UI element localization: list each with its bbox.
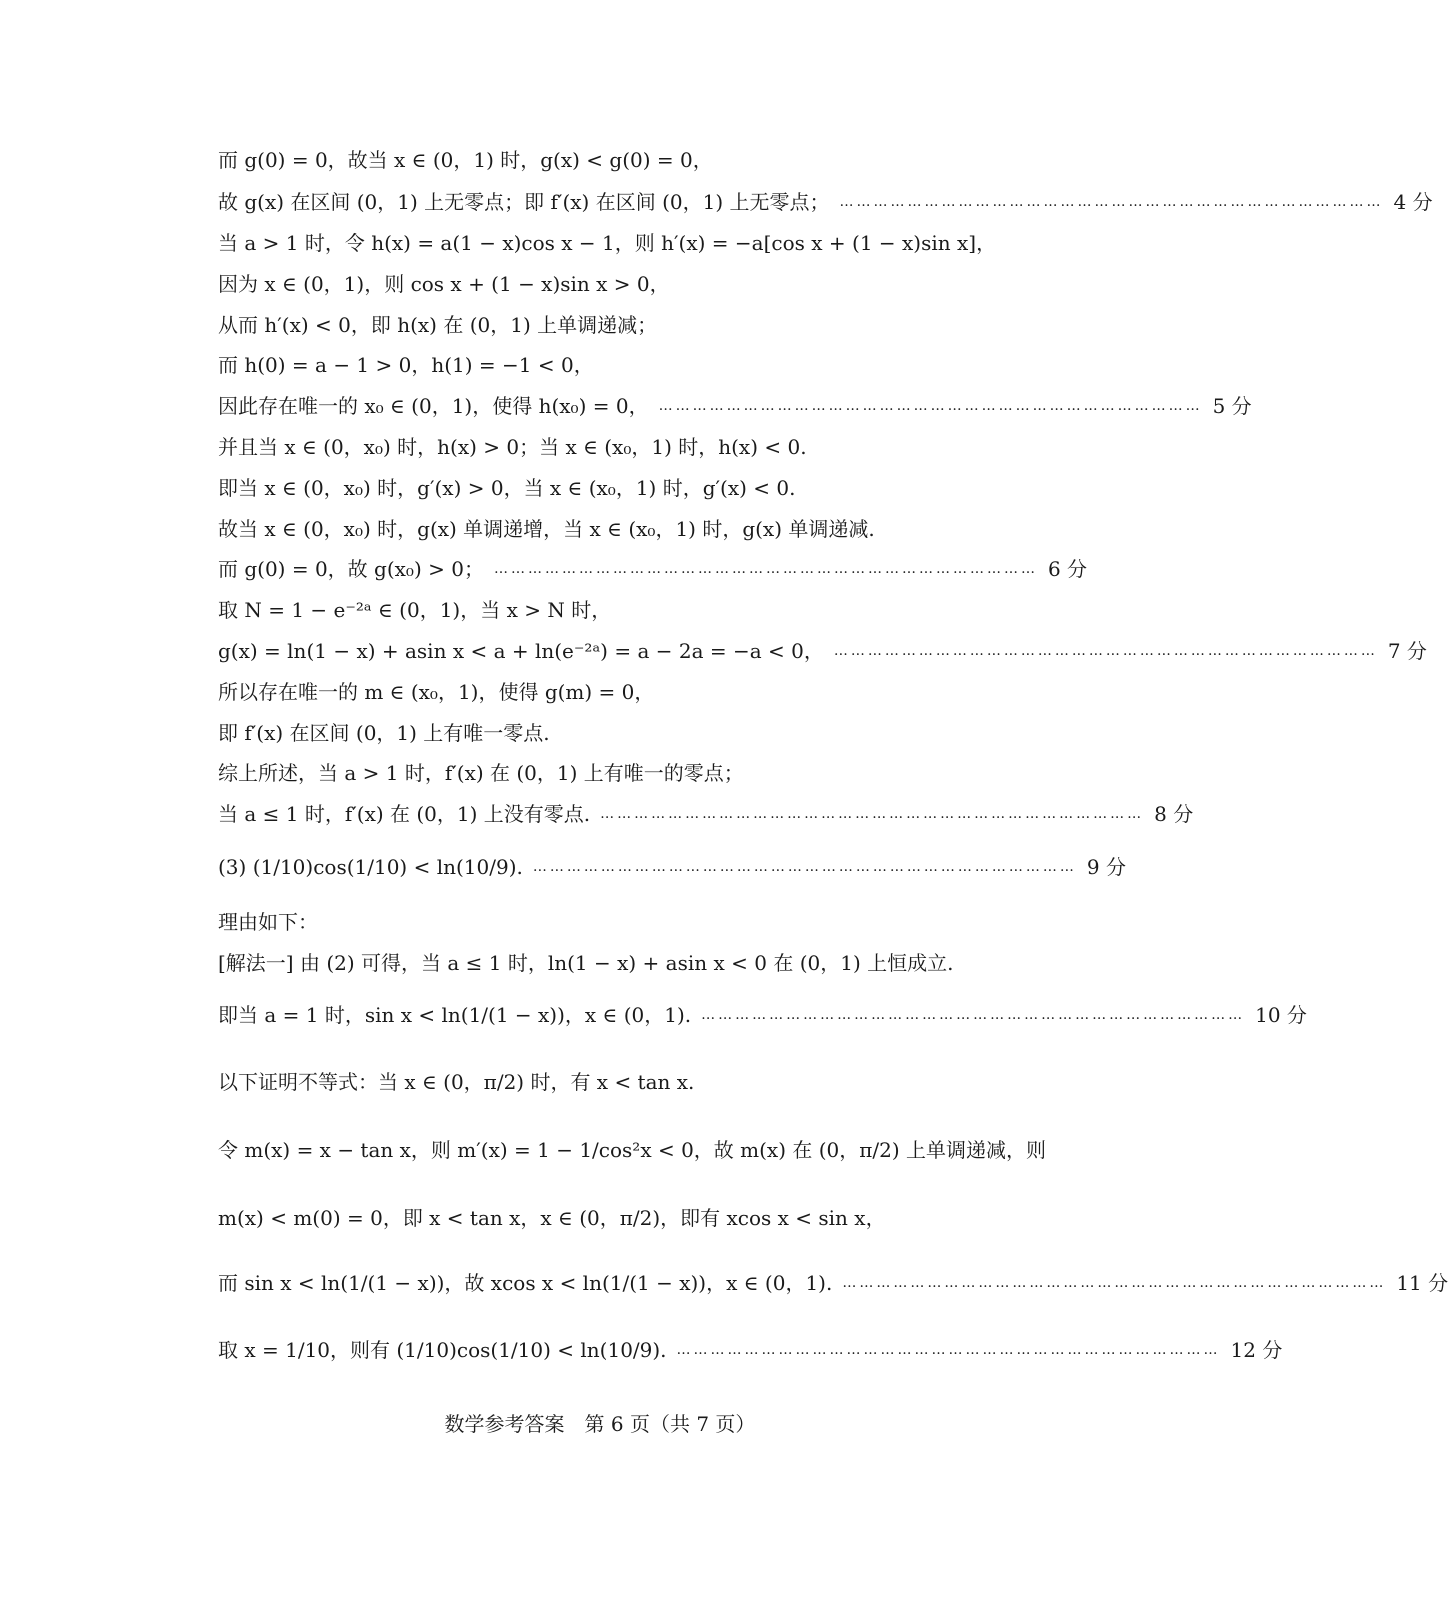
score-label: 8 分 xyxy=(1154,802,1194,826)
solution-line: m(x) < m(0) = 0，即 x < tan x，x ∈ (0，π/2)，即有 xcos x < sin x， xyxy=(218,1206,886,1230)
leader-dots: …………………………………………………………………………………… xyxy=(701,1007,1246,1023)
solution-line: 即当 a = 1 时，sin x < ln(1/(1 − x))，x ∈ (0，1). …………………………………………………………………………………… 10 分 xyxy=(218,1003,1307,1027)
solution-line: 当 a ≤ 1 时，f′(x) 在 (0，1) 上没有零点. …………………………………………………………………………………… 8 分 xyxy=(218,802,1194,826)
solution-line: 而 sin x < ln(1/(1 − x))，故 xcos x < ln(1/(1 − x))，x ∈ (0，1). …………………………………………………………………………………… 11 分 xyxy=(218,1271,1448,1295)
score-label: 10 分 xyxy=(1255,1003,1307,1027)
leader-dots: …………………………………………………………………………………… xyxy=(532,859,1077,875)
leader-dots: …………………………………………………………………………………… xyxy=(600,806,1145,822)
solution-line: 而 g(0) = 0，故 g(x₀) > 0； …………………………………………………………………………………… 6 分 xyxy=(218,557,1088,581)
solution-line: 而 g(0) = 0，故当 x ∈ (0，1) 时，g(x) < g(0) = 0， xyxy=(218,148,713,172)
solution-line: 即 f′(x) 在区间 (0，1) 上有唯一零点. xyxy=(218,721,550,745)
solution-line: 从而 h′(x) < 0，即 h(x) 在 (0，1) 上单调递减； xyxy=(218,313,658,337)
score-label: 9 分 xyxy=(1086,855,1126,879)
score-label: 7 分 xyxy=(1387,639,1427,663)
solution-line: 而 h(0) = a − 1 > 0，h(1) = −1 < 0， xyxy=(218,353,594,377)
score-label: 5 分 xyxy=(1212,394,1252,418)
solution-line: (3) (1/10)cos(1/10) < ln(10/9). …………………………………………………………………………………… 9 分 xyxy=(218,855,1126,879)
solution-line: 取 N = 1 − e⁻²ᵃ ∈ (0，1)，当 x > N 时， xyxy=(218,598,612,622)
solution-line: 理由如下： xyxy=(218,910,318,934)
leader-dots: …………………………………………………………………………………… xyxy=(676,1342,1221,1358)
leader-dots: …………………………………………………………………………………… xyxy=(493,561,1038,577)
page-footer: 数学参考答案 第 6 页（共 7 页） xyxy=(444,1412,756,1436)
solution-line: 并且当 x ∈ (0，x₀) 时，h(x) > 0；当 x ∈ (x₀，1) 时，h(x) < 0. xyxy=(218,435,807,459)
solution-line: 以下证明不等式：当 x ∈ (0，π/2) 时，有 x < tan x. xyxy=(218,1070,695,1094)
solution-line: [解法一] 由 (2) 可得，当 a ≤ 1 时，ln(1 − x) + asin x < 0 在 (0，1) 上恒成立. xyxy=(218,951,954,975)
solution-line: 所以存在唯一的 m ∈ (x₀，1)，使得 g(m) = 0， xyxy=(218,680,655,704)
solution-line: g(x) = ln(1 − x) + asin x < a + ln(e⁻²ᵃ) = a − 2a = −a < 0， …………………………………………………………………………………… 7 分 xyxy=(218,639,1427,663)
solution-line: 故当 x ∈ (0，x₀) 时，g(x) 单调递增，当 x ∈ (x₀，1) 时，g(x) 单调递减. xyxy=(218,517,875,541)
leader-dots: …………………………………………………………………………………… xyxy=(658,398,1203,414)
score-label: 6 分 xyxy=(1047,557,1088,581)
leader-dots: …………………………………………………………………………………… xyxy=(839,194,1384,210)
leader-dots: …………………………………………………………………………………… xyxy=(842,1275,1387,1291)
leader-dots: …………………………………………………………………………………… xyxy=(833,643,1378,659)
score-label: 11 分 xyxy=(1396,1271,1448,1295)
solution-line: 即当 x ∈ (0，x₀) 时，g′(x) > 0，当 x ∈ (x₀，1) 时，g′(x) < 0. xyxy=(218,476,796,500)
solution-line: 令 m(x) = x − tan x，则 m′(x) = 1 − 1/cos²x < 0，故 m(x) 在 (0，π/2) 上单调递减，则 xyxy=(218,1138,1047,1162)
score-label: 4 分 xyxy=(1393,190,1433,214)
solution-line: 因为 x ∈ (0，1)，则 cos x + (1 − x)sin x > 0， xyxy=(218,272,670,296)
solution-line: 取 x = 1/10，则有 (1/10)cos(1/10) < ln(10/9). …………………………………………………………………………………… 12 分 xyxy=(218,1338,1283,1362)
solution-line: 综上所述，当 a > 1 时，f′(x) 在 (0，1) 上有唯一的零点； xyxy=(218,761,744,785)
score-label: 12 分 xyxy=(1230,1338,1283,1362)
solution-line: 因此存在唯一的 x₀ ∈ (0，1)，使得 h(x₀) = 0， …………………………………………………………………………………… 5 分 xyxy=(218,394,1252,418)
solution-line: 故 g(x) 在区间 (0，1) 上无零点；即 f′(x) 在区间 (0，1) 上无零点； …………………………………………………………………………………… 4 分 xyxy=(218,190,1433,214)
solution-line: 当 a > 1 时，令 h(x) = a(1 − x)cos x − 1，则 h′(x) = −a[cos x + (1 − x)sin x]， xyxy=(218,231,997,255)
